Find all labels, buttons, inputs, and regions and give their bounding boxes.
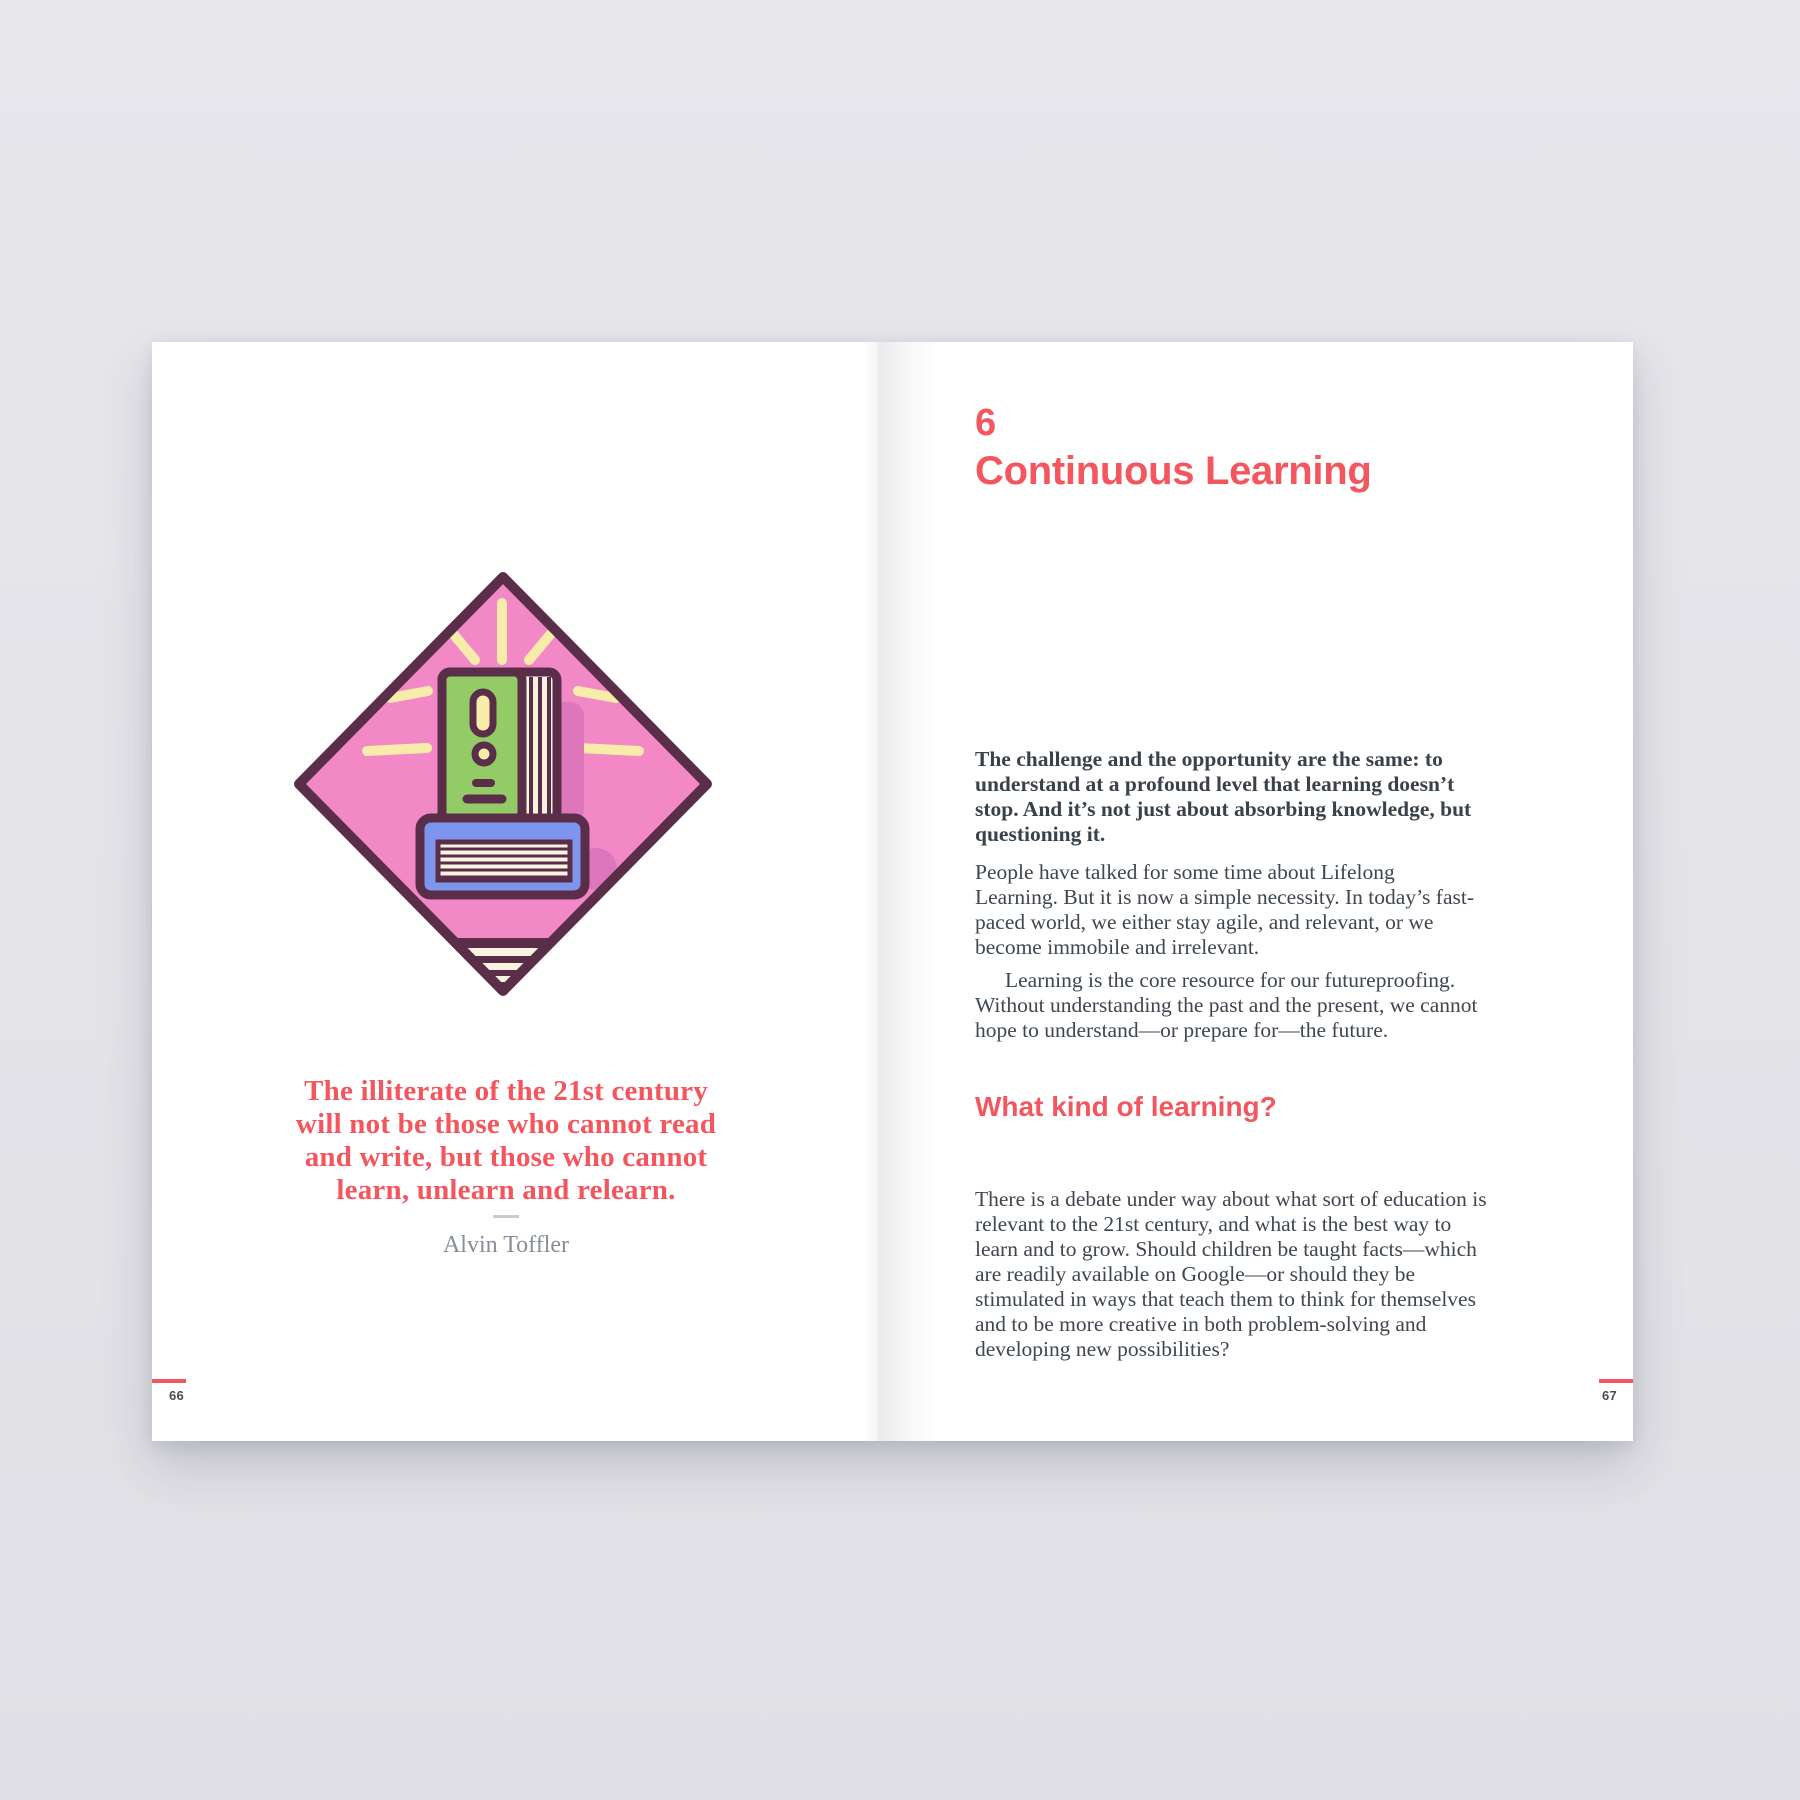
pull-quote-line: will not be those who cannot read [295,1108,717,1140]
books-diamond-illustration [292,570,714,998]
book-spread [152,342,1633,1441]
page-number: 66 [169,1388,185,1403]
pull-quote-line: The illiterate of the 21st century [304,1075,708,1107]
section-paragraph: There is a debate under way about what sort of education is relevant to the 21st century, and what is the best way to learn and to grow. Should children be taught facts—which are readily available on Google—or should they be stimulated in ways that teach them to think for themselves and to be more creative in both problem-solving and developing new possibilities? [975,1186,1487,1361]
chapter-header [975,400,1372,496]
right-page [878,342,1633,1441]
chapter-title: Continuous Learning [975,449,1372,493]
body-paragraphs [975,860,1483,1043]
standing-book-icon [442,672,557,822]
quote-divider [493,1215,519,1218]
intro-paragraph: The challenge and the opportunity are the same: to understand at a profound level that learning doesn’t stop. And it’s not just about absorbing knowledge, but questioning it. [975,746,1472,846]
body-paragraph: People have talked for some time about Lifelong Learning. But it is now a simple necessity. In today’s fast-paced world, we either stay agile, and relevant, or we become immobile and irrelevant. [975,860,1474,959]
pull-quote-line: and write, but those who cannot [304,1141,708,1173]
page-number: 67 [1601,1388,1617,1403]
body-paragraph: Learning is the core resource for our futureproofing. Without understanding the past and the present, we cannot hope to understand—or prepare for—the future. [975,968,1478,1042]
section-heading: What kind of learning? [975,1091,1277,1122]
pull-quote-line: learn, unlearn and relearn. [336,1174,676,1206]
pull-quote [152,1075,860,1207]
gutter-shadow [878,342,942,1441]
quote-attribution: Alvin Toffler [442,1232,570,1258]
footer-accent-tick [1599,1379,1633,1383]
footer-accent-tick [152,1379,186,1383]
chapter-number: 6 [975,402,997,444]
left-page [152,342,878,1441]
stacked-book-icon [420,818,585,895]
exclamation-icon [473,692,493,763]
